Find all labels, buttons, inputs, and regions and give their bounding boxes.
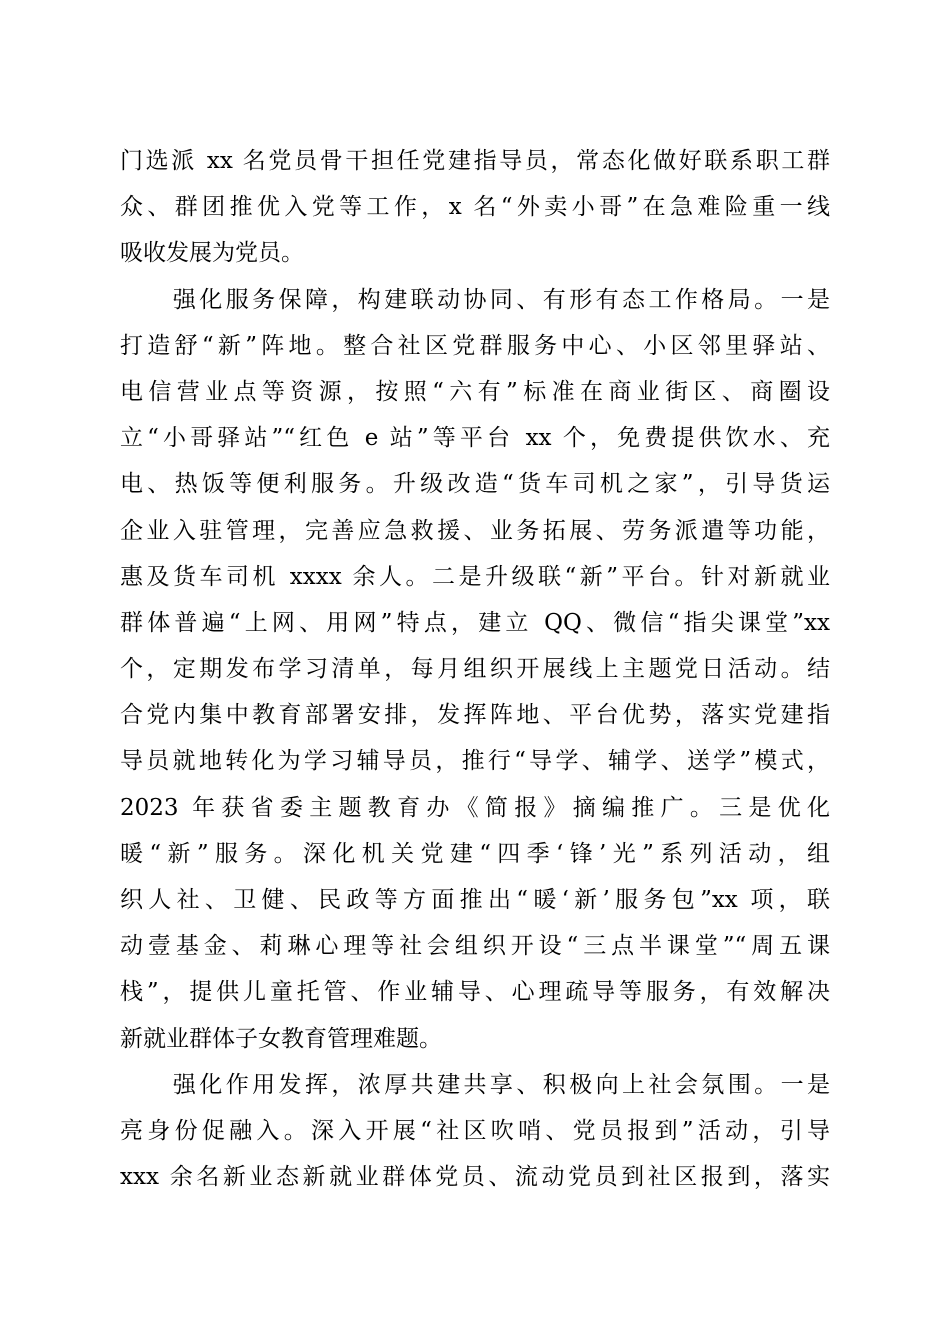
text-line: 众、群团推优入党等工作，x 名“外卖小哥”在急难险重一线 xyxy=(120,194,830,221)
text-line: 亮身份促融入。深入开展“社区吹哨、党员报到”活动，引导 xyxy=(120,1117,830,1144)
text-line: 合党内集中教育部署安排，发挥阵地、平台优势，落实党建指 xyxy=(120,702,830,729)
text-line: 惠及货车司机 xxxx 余人。二是升级联“新”平台。针对新就业 xyxy=(120,563,830,590)
text-line: 门选派 xx 名党员骨干担任党建指导员，常态化做好联系职工群 xyxy=(120,148,830,174)
text-line: 立“小哥驿站”“红色 e 站”等平台 xx 个，免费提供饮水、充 xyxy=(120,425,830,452)
text-line: xxx 余名新业态新就业群体党员、流动党员到社区报到，落实 xyxy=(120,1164,830,1191)
text-line: 打造舒“新”阵地。整合社区党群服务中心、小区邻里驿站、 xyxy=(120,332,830,359)
document-body xyxy=(120,138,830,1200)
text-line: 动壹基金、莉琳心理等社会组织开设“三点半课堂”“周五课 xyxy=(120,933,830,960)
text-line: 暖“新”服务。深化机关党建“四季‘锋’光”系列活动，组 xyxy=(120,840,830,867)
text-line: 电信营业点等资源，按照“六有”标准在商业街区、商圈设 xyxy=(120,378,830,405)
text-line: 强化作用发挥，浓厚共建共享、积极向上社会氛围。一是 xyxy=(120,1071,830,1098)
paragraph-2 xyxy=(120,277,830,1062)
text-line: 栈”，提供儿童托管、作业辅导、心理疏导等服务，有效解决 xyxy=(120,979,830,1006)
paragraph-1 xyxy=(120,138,830,277)
text-line: 企业入驻管理，完善应急救援、业务拓展、劳务派遣等功能， xyxy=(120,517,830,544)
text-line: 织人社、卫健、民政等方面推出“暖‘新’服务包”xx 项，联 xyxy=(120,887,830,913)
text-line: 新就业群体子女教育管理难题。 xyxy=(120,1025,442,1052)
paragraph-3 xyxy=(120,1062,830,1201)
text-line: 导员就地转化为学习辅导员，推行“导学、辅学、送学”模式， xyxy=(120,748,830,775)
text-line: 强化服务保障，构建联动协同、有形有态工作格局。一是 xyxy=(120,286,830,313)
text-line: 2023 年获省委主题教育办《简报》摘编推广。三是优化 xyxy=(120,794,830,821)
text-line: 吸收发展为党员。 xyxy=(120,240,304,267)
text-line: 个，定期发布学习清单，每月组织开展线上主题党日活动。结 xyxy=(120,656,830,683)
text-line: 电、热饭等便利服务。升级改造“货车司机之家”，引导货运 xyxy=(120,471,830,498)
text-line: 群体普遍“上网、用网”特点，建立 QQ、微信“指尖课堂”xx xyxy=(120,609,830,636)
